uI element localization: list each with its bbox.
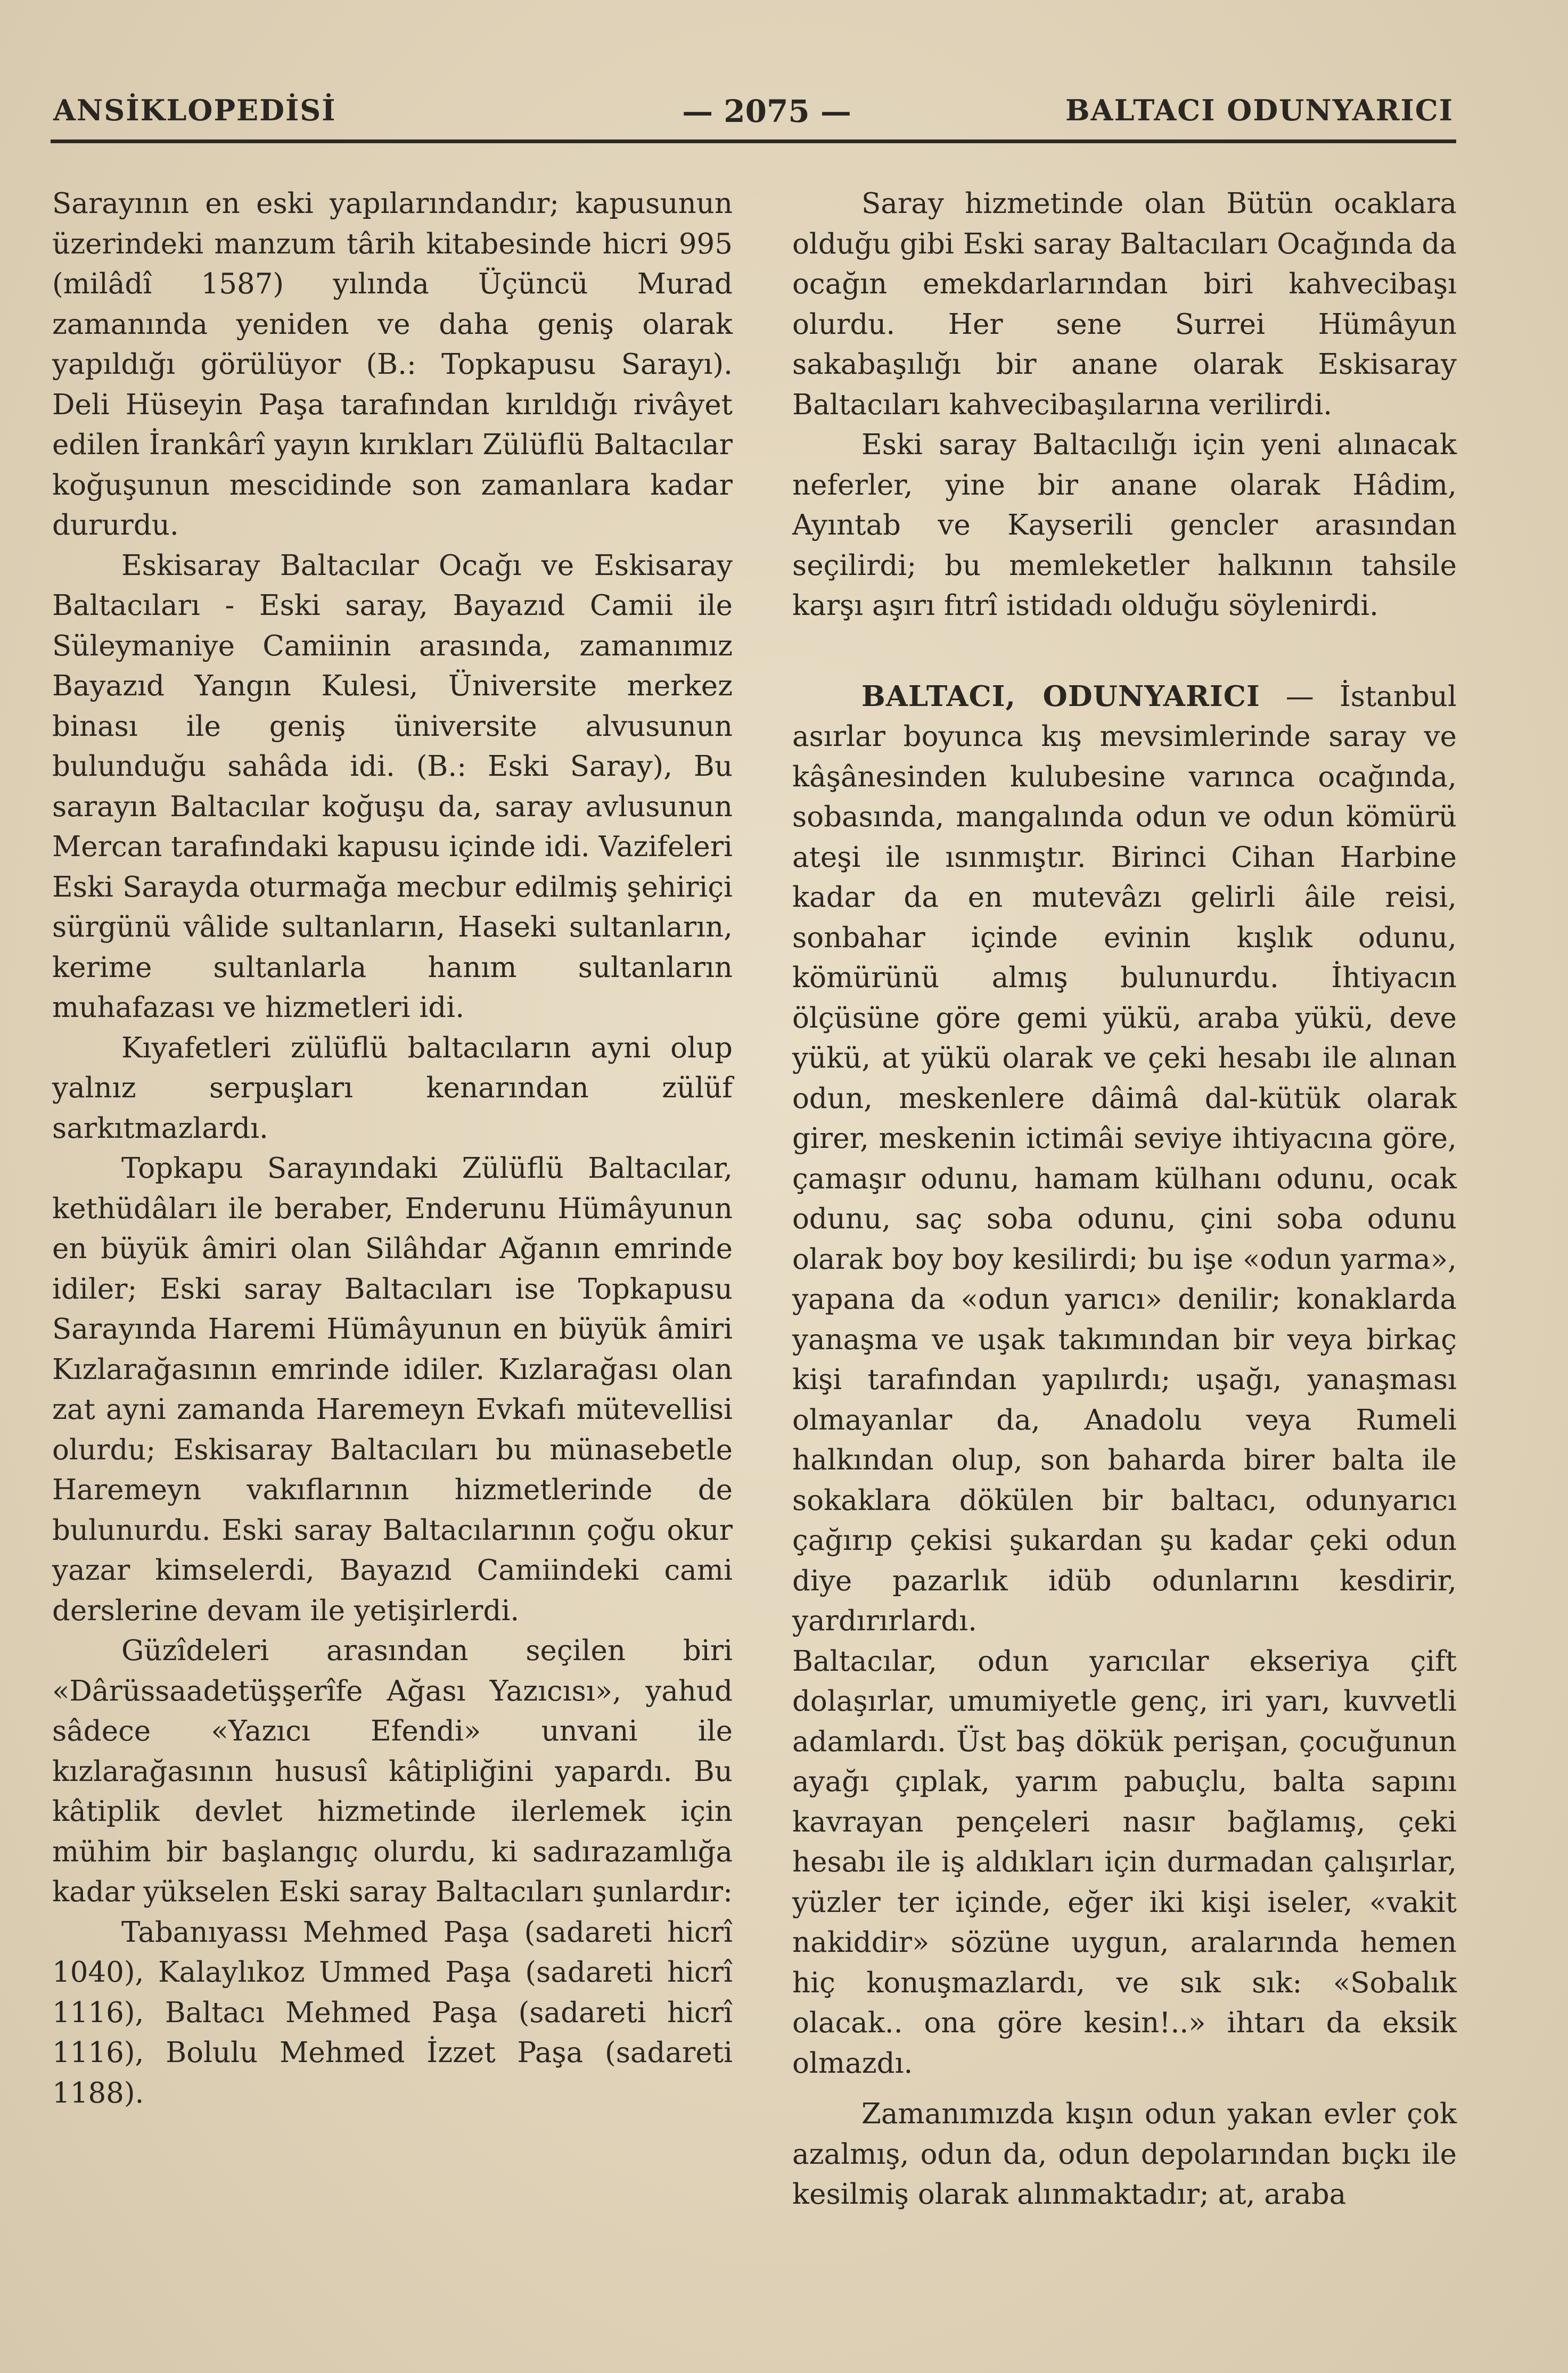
page-number: — 2075 — (682, 93, 851, 129)
paragraph: Zamanımızda kışın odun yakan evler çok azalmış, odun da, odun depolarından bıçkı ile kesilmiş olarak alınmaktadır; at, araba (792, 2098, 1457, 2211)
paragraph: Saray hizmetinde olan Bütün ocaklara olduğu gibi Eski saray Baltacıları Ocağında da ocağın emekdarlarından biri kahvecibaşı olurdu. Her sene Surrei Hümâyun sakabaşılığı bir anane olarak Eskisaray Baltacıları kahvecibaşılarına verilirdi. (792, 187, 1457, 421)
paragraph: Baltacılar, odun yarıcılar ekseriya çift dolaşırlar, umumiyetle genç, iri yarı, kuvvetli adamlardı. Üst baş dökük perişan, çocuğunun ayağı çıplak, yarım pabuçlu, balta sapını kavrayan pençeleri nasır bağlamış, çeki hesabı ile iş aldıkları için durmadan çalışırlar, yüzler ter içinde, eğer iki kişi iseler, «vakit nakiddir» sözüne uygun, aralarında hemen hiç konuşmazlardı, ve sık sık: «Sobalık olacak.. ona göre kesin!..» ihtarı da eksik olmazdı. (792, 1645, 1457, 2080)
entry-dash: — (1260, 680, 1340, 713)
paragraph: Sarayının en eski yapılarındandır; kapusunun üzerindeki manzum târih kitabesinde hicri 995 (milâdî 1587) yılında Üçüncü Murad zamanında yeniden ve daha geniş olarak yapıldığı görülüyor (B.: Topkapusu Sarayı). Deli Hüseyin Paşa tarafından kırıldığı rivâyet edilen İrankârî yayın kırıkları Zülüflü Baltacılar koğuşunun mescidinde son zamanlara kadar dururdu. (52, 187, 733, 541)
running-head-right: BALTACI ODUNYARICI (1065, 93, 1454, 127)
left-column (52, 184, 733, 2113)
paragraph: Kıyafetleri zülüflü baltacıların ayni olup yalnız serpuşları kenarından zülüf sarkıtmazlardı. (52, 1031, 733, 1145)
paragraph: Eski saray Baltacılığı için yeni alınacak neferler, yine bir anane olarak Hâdim, Ayıntab ve Kayserili gencler arasından seçilirdi; bu memleketler halkının tahsile karşı aşırı fıtrî istidadı olduğu söylenirdi. (792, 429, 1457, 622)
header-rule (51, 139, 1456, 143)
paragraph: Güzîdeleri arasından seçilen biri «Dârüssaadetüşşerîfe Ağası Yazıcısı», yahud sâdece «Yazıcı Efendi» unvani ile kızlarağasının hususî kâtipliğini yapardı. Bu kâtiplik devlet hizmetinde ilerlemek için mühim bir başlangıç olurdu, ki sadırazamlığa kadar yükselen Eski saray Baltacıları şunlardır: (52, 1635, 733, 1908)
page-header (53, 93, 1454, 141)
paragraph: Eskisaray Baltacılar Ocağı ve Eskisaray Baltacıları - Eski saray, Bayazıd Camii ile Süleymaniye Camiinin arasında, zamanımız Bayazıd Yangın Kulesi, Üniversite merkez binası ile geniş üniversite alvusunun bulunduğu sahâda idi. (B.: Eski Saray), Bu sarayın Baltacılar koğuşu da, saray avlusunun Mercan tarafındaki kapusu içinde idi. Vazifeleri Eski Sarayda oturmağa mecbur edilmiş şehiriçi sürgünü vâlide sultanların, Haseki sultanların, kerime sultanlarla hanım sultanların muhafazası ve hizmetleri idi. (52, 549, 733, 1024)
entry-text: İstanbul asırlar boyunca kış mevsimlerinde saray ve kâşânesinden kulubesine varınca ocağında, sobasında, mangalında odun ve odun kömürü ateşi ile ısınmıştır. Birinci Cihan Harbine kadar da en mutevâzı gelirli âile reisi, sonbahar içinde evinin kışlık odunu, kömürünü almış bulunurdu. İhtiyacın ölçüsüne göre gemi yükü, araba yükü, deve yükü, at yükü olarak ve çeki hesabı ile alınan odun, meskenlere dâimâ dal-kütük olarak girer, meskenin ictimâi seviye ihtiyacına göre, çamaşır odunu, hamam külhanı odunu, ocak odunu, saç soba odunu, çini soba odunu olarak boy boy kesilirdi; bu işe «odun yarma», yapana da «odun yarıcı» denilir; konaklarda yanaşma ve uşak takımından bir veya birkaç kişi tarafından yapılırdı; uşağı, yanaşması olmayanlar da, Anadolu veya Rumeli halkından olup, son baharda birer balta ile sokaklara dökülen bir baltacı, odunyarıcı çağırıp çekisi şukardan şu kadar çeki odun diye pazarlık idüb odunlarını kesdirir, yardırırlardı. (792, 680, 1457, 1637)
entry-paragraph (792, 677, 1457, 1641)
right-column (792, 184, 1457, 2215)
paragraph: Topkapu Sarayındaki Zülüflü Baltacılar, kethüdâları ile beraber, Enderunu Hümâyunun en büyük âmiri olan Silâhdar Ağanın emrinde idiler; Eski saray Baltacıları ise Topkapusu Sarayında Haremi Hümâyunun en büyük âmiri Kızlarağasının emrinde idiler. Kızlarağası olan zat ayni zamanda Haremeyn Evkafı mütevellisi olurdu; Eskisaray Baltacıları bu münasebetle Haremeyn vakıflarının hizmetlerinde de bulunurdu. Eski saray Baltacılarının çoğu okur yazar kimselerdi, Bayazıd Camiindeki cami derslerine devam ile yetişirlerdi. (52, 1152, 733, 1627)
entry-headword: BALTACI, ODUNYARICI (861, 679, 1260, 713)
paragraph: Tabanıyassı Mehmed Paşa (sadareti hicrî 1040), Kalaylıkoz Ummed Paşa (sadareti hicrî 1116), Baltacı Mehmed Paşa (sadareti hicrî 1116), Bolulu Mehmed İzzet Paşa (sadareti 1188). (52, 1916, 733, 2109)
running-head-left: ANSİKLOPEDİSİ (53, 93, 336, 127)
